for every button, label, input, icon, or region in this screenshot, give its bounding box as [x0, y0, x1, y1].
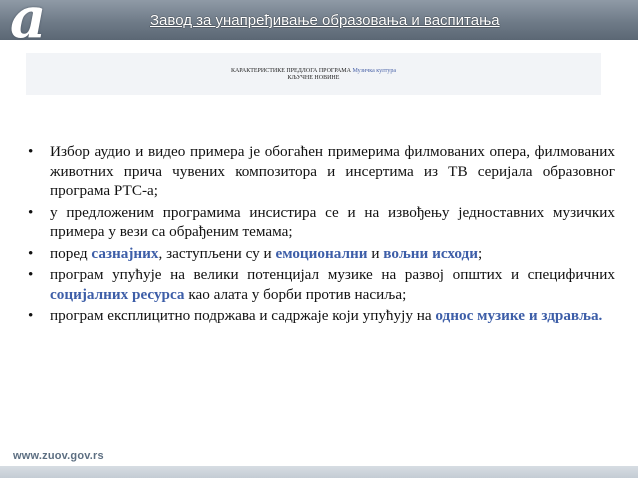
bullet-item	[28, 306, 615, 326]
bullet-dot-icon: •	[28, 203, 34, 221]
banner-line2: КЉУЧНЕ НОВИНЕ	[287, 75, 340, 81]
highlighted-term: социјалних ресурса	[50, 285, 185, 303]
bullet-item	[28, 265, 615, 304]
bullet-dot-icon: •	[28, 244, 34, 262]
bullet-list	[28, 142, 615, 328]
banner-line1: КАРАКТЕРИСТИКЕ ПРЕДЛОГА ПРОГРАМА	[230, 68, 351, 74]
zuov-logo: a	[10, 0, 47, 51]
bullet-item	[28, 142, 615, 201]
bullet-text: поред	[50, 244, 92, 262]
bullet-text: , заступљени су и	[158, 244, 276, 262]
bullet-text: у предложеним програмима инсистира се и на извођењу једноставних музичких примера у вези са обрађеним темама;	[50, 203, 615, 240]
banner-text	[26, 68, 601, 82]
bullet-text: ;	[478, 244, 483, 262]
bullet-text: програм упућује на велики потенцијал музике на развој општих и специфичних	[50, 266, 615, 283]
bullet-dot-icon: •	[28, 143, 34, 160]
banner-line1-accent: Музичка култура	[352, 68, 397, 74]
header-bar	[0, 0, 638, 51]
bullet-text: Избор аудио и видео примера је обогаћен примерима филмованих опера, филмованих животних прича чувених композитора и инсертима из ТВ серијала образовног програма РТС-а;	[50, 143, 615, 199]
highlighted-term: вољни исходи	[383, 244, 478, 262]
highlighted-term: сазнајних	[91, 244, 159, 262]
bullet-text: програм експлицитно подржава и садржаје који упућују на	[50, 307, 436, 324]
bullet-text: као алата у борби против насиља;	[184, 285, 407, 303]
footer-bar	[0, 466, 638, 478]
bullet-item	[28, 203, 615, 242]
bullet-dot-icon: •	[28, 307, 34, 324]
highlighted-term: однос музике и здравља.	[435, 307, 603, 324]
highlighted-term: емоционални	[275, 244, 368, 262]
footer-url[interactable]: www.zuov.gov.rs	[13, 450, 104, 462]
bullet-text: и	[367, 244, 384, 262]
bullet-item	[28, 244, 615, 264]
institute-title: Завод за унапређивање образовања и васпитања	[150, 12, 500, 29]
bullet-dot-icon: •	[28, 266, 34, 283]
slide-banner	[26, 53, 601, 95]
